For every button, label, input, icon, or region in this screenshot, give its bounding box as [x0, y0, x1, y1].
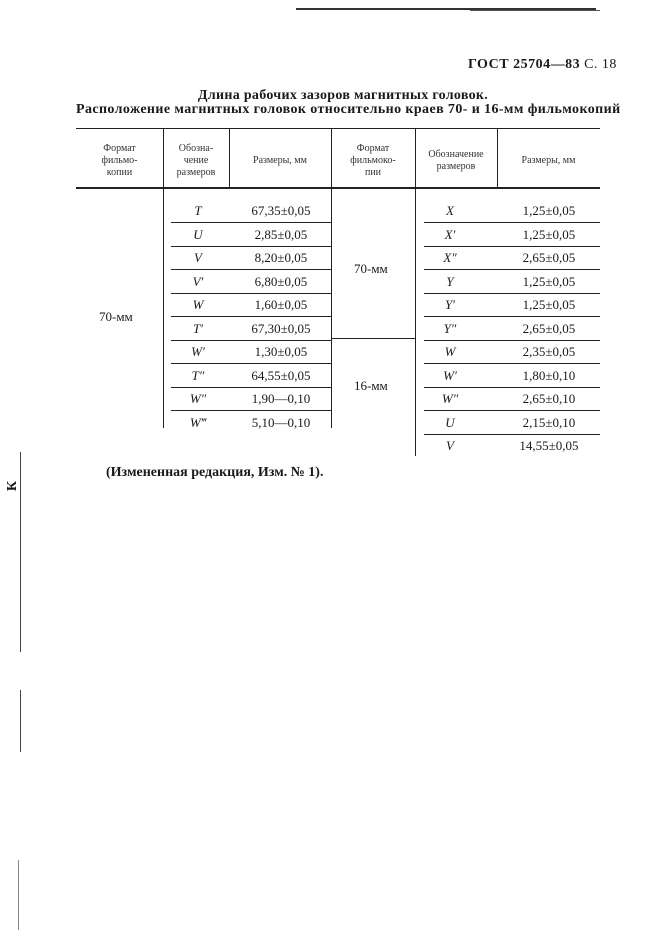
header-symbol-left: Обозна- чение размеров [176, 143, 216, 178]
left-row-divider [171, 387, 331, 388]
left-row-divider [171, 246, 331, 247]
left-value-cell: 67,35±0,05 [251, 203, 311, 218]
right-symbol-cell: W [444, 344, 456, 359]
header-format-right: Формат фильмоко- пии [350, 143, 396, 178]
left-row-divider [171, 293, 331, 294]
right-row-divider [424, 269, 600, 270]
header-size-right: Размеры, мм [521, 155, 576, 166]
right-symbol-cell: Y″ [443, 320, 457, 336]
right-value-cell: 2,35±0,05 [522, 344, 576, 359]
right-row-divider [424, 222, 600, 223]
right-value-cell: 2,65±0,05 [522, 250, 576, 265]
left-row-divider [171, 269, 331, 270]
header-symbol-right: Обозначение размеров [428, 149, 484, 172]
right-symbol-cell: X [446, 203, 454, 218]
revision-note: (Измененная редакция, Изм. № 1). [106, 465, 324, 480]
table-title-text: Длина рабочих зазоров магнитных головок. [197, 88, 489, 103]
right-value-cell: 1,25±0,05 [522, 226, 576, 242]
margin-line-2 [20, 690, 21, 752]
col-sep-4 [415, 128, 416, 456]
left-row-divider [171, 316, 331, 317]
left-value-cell: 8,20±0,05 [254, 250, 308, 265]
right-format-label-70: 70-мм [354, 261, 388, 276]
margin-line-1 [20, 452, 21, 652]
right-row-divider [424, 246, 600, 247]
right-symbol-cell: Y [446, 273, 454, 289]
page-number: С. 18 [584, 57, 617, 72]
left-symbol-cell: W‴ [189, 414, 207, 430]
left-row-divider [171, 222, 331, 223]
left-symbol-cell: V [194, 250, 202, 265]
table-subtitle: Расположение магнитных головок относительно краев 70- и 16-мм фильмокопий [76, 102, 621, 117]
right-row-divider [424, 316, 600, 317]
table-top-border [76, 128, 600, 129]
right-row-divider [424, 340, 600, 341]
left-row-divider [171, 363, 331, 364]
right-symbol-cell: W′ [443, 367, 457, 383]
right-symbol-cell: U [445, 414, 455, 430]
right-value-cell: 2,15±0,10 [522, 414, 576, 430]
left-symbol-cell: T″ [191, 367, 205, 383]
left-value-cell: 1,90—0,10 [251, 391, 311, 406]
right-format-divider [331, 338, 415, 339]
left-symbol-cell: U [193, 226, 203, 242]
right-symbol-cell: Y′ [444, 297, 456, 312]
right-row-divider [424, 293, 600, 294]
right-row-divider [424, 363, 600, 364]
right-row-divider [424, 410, 600, 411]
right-symbol-cell: V [446, 438, 454, 453]
left-symbol-cell: T [194, 203, 202, 218]
left-format-label: 70-мм [99, 309, 133, 324]
right-row-divider [424, 434, 600, 435]
left-value-cell: 5,10—0,10 [251, 414, 311, 430]
left-symbol-cell: W [192, 297, 204, 312]
table-header-border [76, 187, 600, 189]
left-row-divider [171, 410, 331, 411]
left-value-cell: 2,85±0,05 [254, 226, 308, 242]
right-symbol-cell: X″ [443, 250, 457, 265]
right-value-cell: 14,55±0,05 [519, 438, 579, 453]
right-value-cell: 1,25±0,05 [522, 203, 576, 218]
left-row-divider [171, 340, 331, 341]
right-value-cell: 1,25±0,05 [522, 273, 576, 289]
left-symbol-cell: T′ [192, 320, 204, 336]
left-value-cell: 64,55±0,05 [251, 367, 311, 383]
gost-code: ГОСТ 25704—83 [468, 57, 581, 72]
left-value-cell: 6,80±0,05 [254, 273, 308, 289]
header-format-left: Формат фильмо- копии [101, 143, 138, 178]
right-value-cell: 2,65±0,05 [522, 320, 576, 336]
left-symbol-cell: W′ [191, 344, 205, 359]
right-symbol-cell: X′ [444, 226, 456, 242]
left-value-cell: 67,30±0,05 [251, 320, 311, 336]
page-header [468, 57, 617, 73]
left-value-cell: 1,30±0,05 [254, 344, 308, 359]
left-symbol-cell: W″ [189, 391, 207, 406]
right-symbol-cell: W″ [441, 391, 459, 406]
margin-line-3 [18, 860, 19, 930]
margin-mark: К [5, 480, 21, 492]
right-row-divider [424, 387, 600, 388]
top-rule-short [470, 10, 600, 11]
header-size-left: Размеры, мм [253, 155, 307, 166]
right-value-cell: 1,25±0,05 [522, 297, 576, 312]
right-value-cell: 1,80±0,10 [522, 367, 576, 383]
left-value-cell: 1,60±0,05 [254, 297, 308, 312]
right-format-label-16: 16-мм [354, 378, 388, 393]
right-value-cell: 2,65±0,10 [522, 391, 576, 406]
left-symbol-cell: V′ [192, 273, 204, 289]
